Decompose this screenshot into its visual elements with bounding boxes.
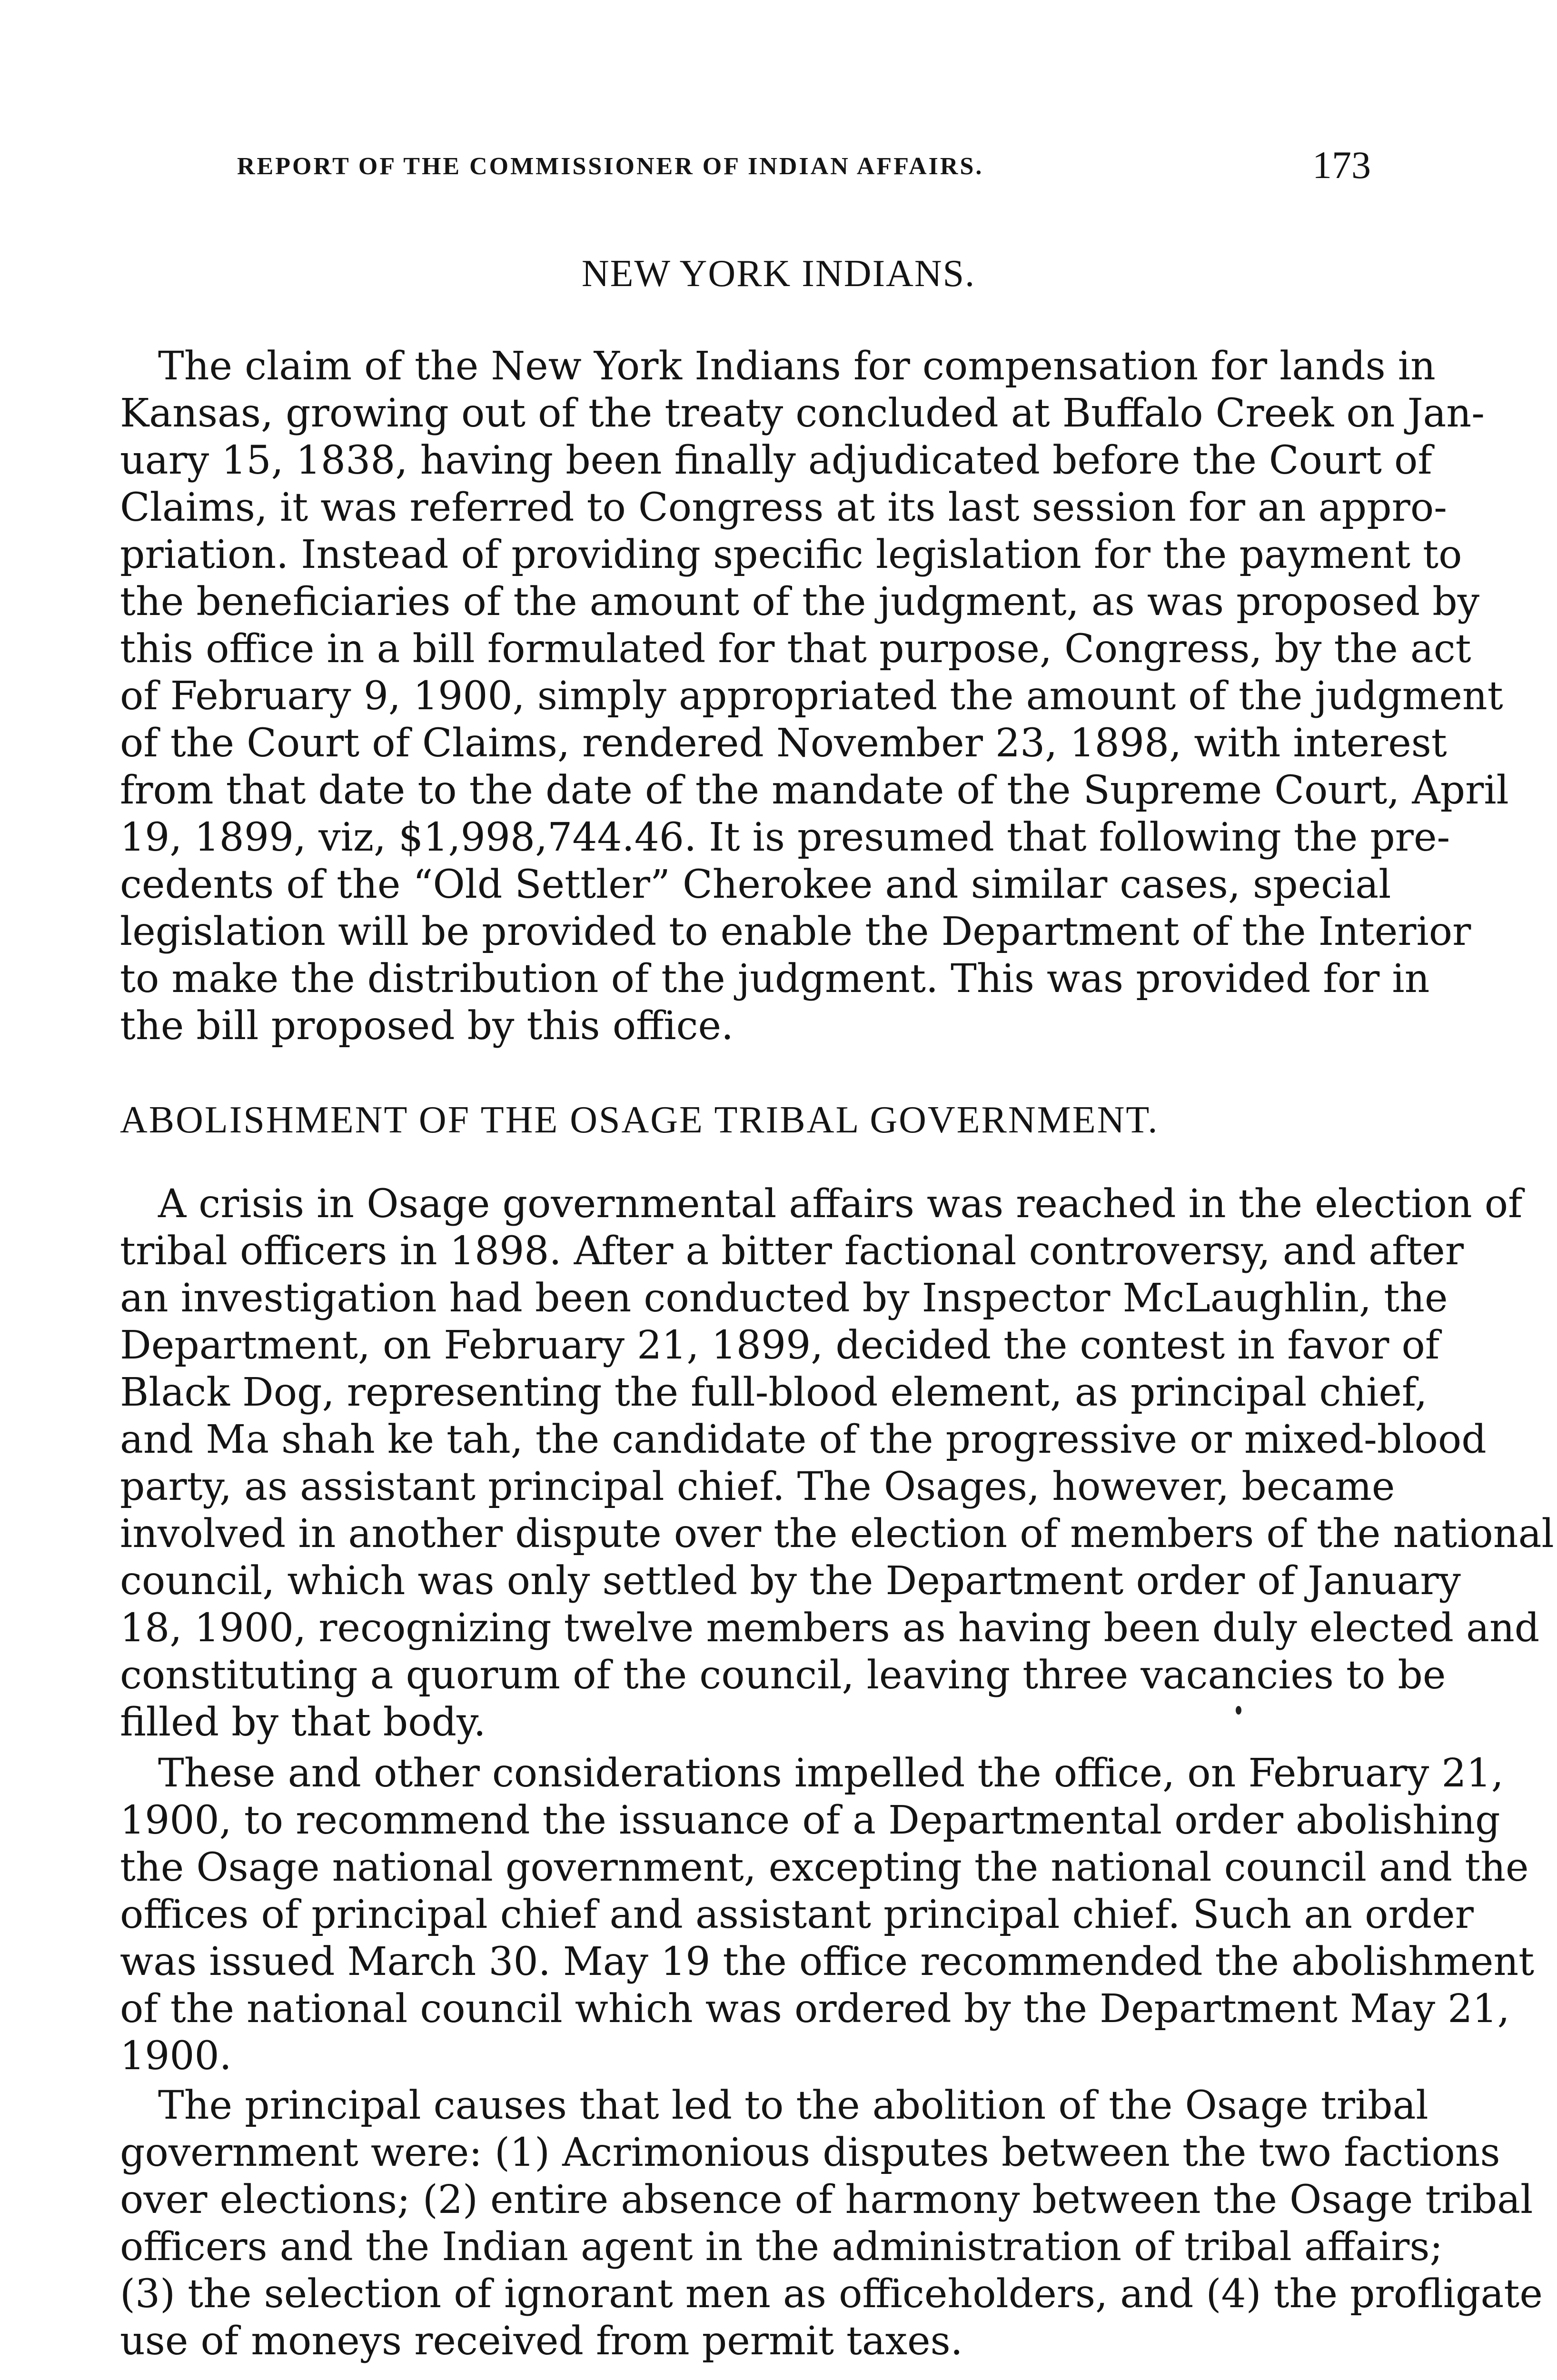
text-line: from that date to the date of the mandate of the Supreme Court, April xyxy=(120,768,1509,813)
text-line: Black Dog, representing the full-blood element, as principal chief, xyxy=(120,1370,1428,1415)
paragraph-osage-considerations xyxy=(120,1750,1535,2080)
paragraph-new-york-claim xyxy=(120,343,1509,1050)
text-line: Department, on February 21, 1899, decided the contest in favor of xyxy=(120,1323,1440,1368)
text-line: this office in a bill formulated for that purpose, Congress, by the act xyxy=(120,626,1471,672)
page-number: 173 xyxy=(1312,143,1371,187)
section-heading-osage-abolishment: ABOLISHMENT OF THE OSAGE TRIBAL GOVERNMENT. xyxy=(120,1099,1159,1141)
text-line: the beneficiaries of the amount of the judgment, as was proposed by xyxy=(120,579,1480,625)
section-heading-new-york-indians: NEW YORK INDIANS. xyxy=(581,253,976,295)
running-head xyxy=(114,143,1371,195)
text-line: an investigation had been conducted by Inspector McLaughlin, the xyxy=(120,1276,1448,1321)
text-line: legislation will be provided to enable the Department of the Interior xyxy=(120,909,1471,954)
text-line: to make the distribution of the judgment. This was provided for in xyxy=(120,956,1430,1002)
text-line: tribal officers in 1898. After a bitter factional controversy, and after xyxy=(120,1229,1464,1274)
text-line: constituting a quorum of the council, leaving three vacancies to be xyxy=(120,1653,1446,1698)
text-line: (3) the selection of ignorant men as officeholders, and (4) the profligate xyxy=(120,2271,1543,2317)
text-line: The principal causes that led to the abolition of the Osage tribal xyxy=(158,2083,1428,2128)
text-line: uary 15, 1838, having been finally adjudicated before the Court of xyxy=(120,438,1432,483)
text-line: A crisis in Osage governmental affairs was reached in the election of xyxy=(158,1181,1523,1227)
text-line: offices of principal chief and assistant principal chief. Such an order xyxy=(120,1892,1474,1937)
paragraph-osage-causes xyxy=(120,2082,1543,2365)
text-line: 18, 1900, recognizing twelve members as having been duly elected and xyxy=(120,1606,1540,1651)
text-line: The claim of the New York Indians for compensation for lands in xyxy=(158,344,1436,389)
text-line: officers and the Indian agent in the administration of tribal affairs; xyxy=(120,2224,1443,2270)
text-line: Kansas, growing out of the treaty concluded at Buffalo Creek on Jan- xyxy=(120,391,1485,436)
text-line: government were: (1) Acrimonious disputes between the two factions xyxy=(120,2130,1500,2175)
text-line: 1900, to recommend the issuance of a Departmental order abolishing xyxy=(120,1798,1500,1843)
text-line: council, which was only settled by the Department order of January xyxy=(120,1558,1461,1604)
text-line: 19, 1899, viz, $1,998,744.46. It is presumed that following the pre- xyxy=(120,815,1450,860)
text-line: of the Court of Claims, rendered November 23, 1898, with interest xyxy=(120,721,1447,766)
text-line: party, as assistant principal chief. The Osages, however, became xyxy=(120,1464,1395,1509)
text-line: 1900. xyxy=(120,2033,232,2079)
text-line: was issued March 30. May 19 the office recommended the abolishment xyxy=(120,1939,1535,1984)
text-line: priation. Instead of providing specific legislation for the payment to xyxy=(120,532,1462,577)
text-line: These and other considerations impelled the office, on February 21, xyxy=(158,1751,1504,1796)
text-line: of the national council which was ordered by the Department May 21, xyxy=(120,1986,1510,2032)
text-line: filled by that body. xyxy=(120,1700,486,1745)
text-line: use of moneys received from permit taxes. xyxy=(120,2319,963,2364)
running-head-title: REPORT OF THE COMMISSIONER OF INDIAN AFFAIRS. xyxy=(237,153,984,180)
text-line: of February 9, 1900, simply appropriated the amount of the judgment xyxy=(120,674,1503,719)
text-line: cedents of the “Old Settler” Cherokee and similar cases, special xyxy=(120,862,1391,907)
text-line: the Osage national government, excepting the national council and the xyxy=(120,1845,1529,1890)
paragraph-osage-crisis xyxy=(120,1180,1554,1746)
text-line: Claims, it was referred to Congress at its last session for an appro- xyxy=(120,485,1447,530)
text-line: the bill proposed by this office. xyxy=(120,1003,734,1049)
text-line: over elections; (2) entire absence of harmony between the Osage tribal xyxy=(120,2177,1533,2222)
ink-speck xyxy=(1236,1706,1241,1715)
text-line: involved in another dispute over the election of members of the national xyxy=(120,1511,1554,1557)
text-line: and Ma shah ke tah, the candidate of the progressive or mixed-blood xyxy=(120,1417,1487,1462)
